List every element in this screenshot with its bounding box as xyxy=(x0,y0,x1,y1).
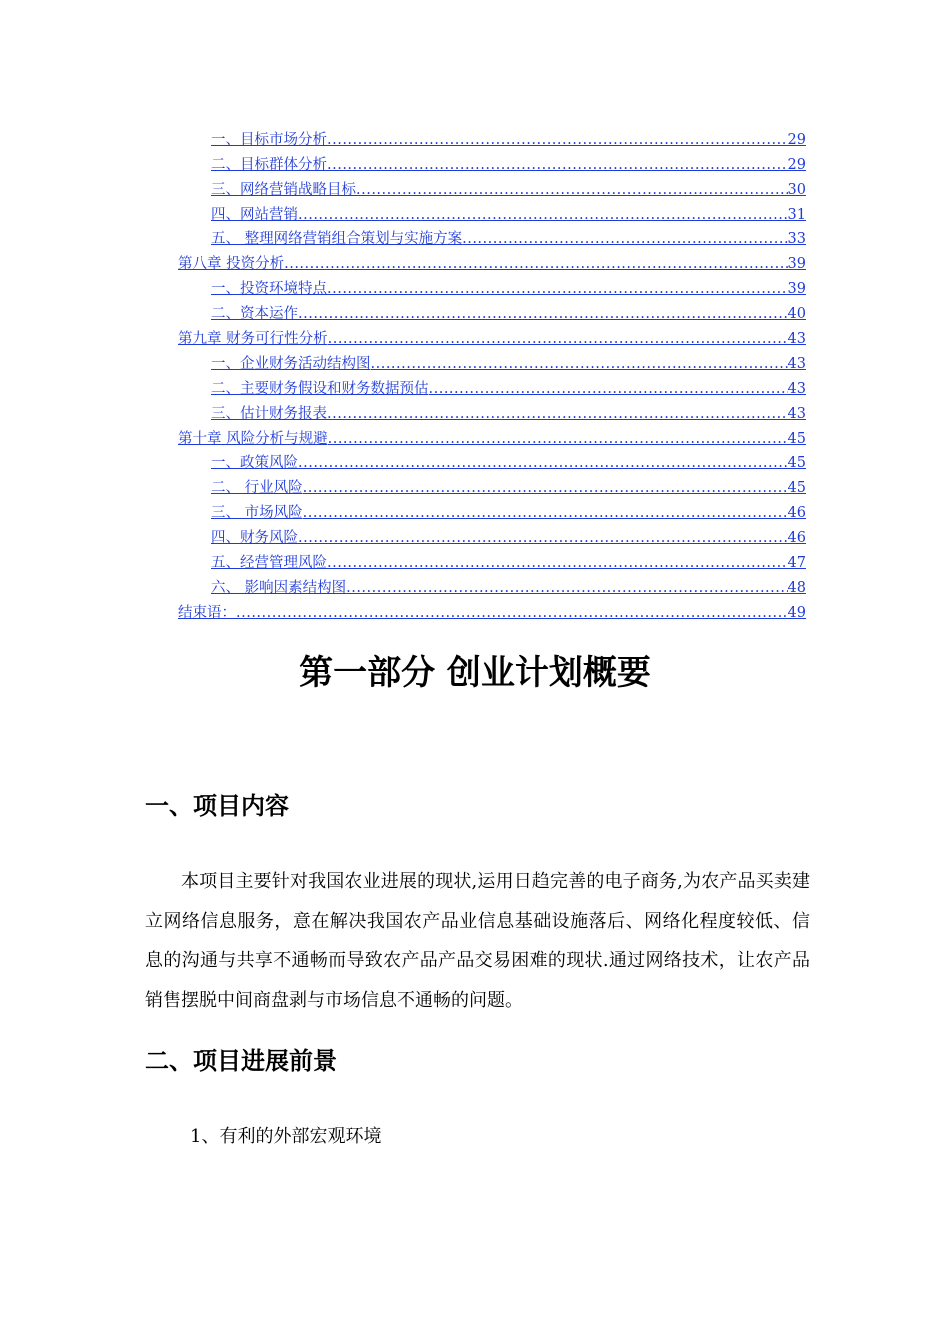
toc-dot-leader xyxy=(346,578,787,598)
toc-entry[interactable] xyxy=(178,399,806,424)
toc-dot-leader xyxy=(356,180,788,200)
toc-entry-page-number: 45 xyxy=(787,480,806,497)
toc-entry[interactable] xyxy=(178,125,806,150)
toc-dot-leader xyxy=(327,404,788,424)
toc-entry-page-number: 31 xyxy=(787,206,806,223)
toc-entry-page-number: 45 xyxy=(787,430,806,447)
toc-entry-title: 二、资本运作 xyxy=(211,306,298,323)
toc-entry[interactable] xyxy=(178,299,806,324)
subsection-item: 1、有利的外部宏观环境 xyxy=(190,1126,382,1147)
toc-entry-title: 四、财务风险 xyxy=(211,530,298,547)
toc-dot-leader xyxy=(236,603,788,623)
toc-entry-page-number: 45 xyxy=(787,455,806,472)
toc-entry-title: 第十章 风险分析与规避 xyxy=(178,430,328,447)
part-title: 第一部分 创业计划概要 xyxy=(299,653,651,693)
toc-entry-title: 第八章 投资分析 xyxy=(178,256,285,273)
toc-entry-page-number: 30 xyxy=(787,181,806,198)
toc-entry[interactable] xyxy=(178,598,806,623)
toc-dot-leader xyxy=(327,130,788,150)
toc-entry-page-number: 33 xyxy=(787,231,806,248)
toc-dot-leader xyxy=(303,478,788,498)
section-heading-project-prospects: 二、项目进展前景 xyxy=(145,1047,337,1075)
toc-dot-leader xyxy=(327,553,788,573)
toc-dot-leader xyxy=(371,354,788,374)
toc-entry-page-number: 43 xyxy=(787,405,806,422)
toc-entry[interactable] xyxy=(178,473,806,498)
toc-entry[interactable] xyxy=(178,374,806,399)
toc-entry-title: 一、投资环境特点 xyxy=(211,281,327,298)
toc-entry-page-number: 46 xyxy=(787,530,806,547)
toc-dot-leader xyxy=(327,279,788,299)
toc-entry-page-number: 43 xyxy=(787,380,806,397)
toc-entry-page-number: 29 xyxy=(787,156,806,173)
toc-entry-title: 五、 整理网络营销组合策划与实施方案 xyxy=(211,231,463,248)
toc-entry-page-number: 49 xyxy=(787,604,806,621)
toc-entry-title: 一、政策风险 xyxy=(211,455,298,472)
toc-entry[interactable] xyxy=(178,274,806,299)
toc-entry[interactable] xyxy=(178,349,806,374)
toc-entry-title: 二、主要财务假设和财务数据预估 xyxy=(211,380,429,397)
toc-entry-title: 三、估计财务报表 xyxy=(211,405,327,422)
toc-dot-leader xyxy=(328,329,788,349)
toc-dot-leader xyxy=(303,503,788,523)
toc-dot-leader xyxy=(429,379,788,399)
toc-dot-leader xyxy=(462,229,787,249)
toc-entry-title: 三、网络营销战略目标 xyxy=(211,181,356,198)
toc-entry[interactable] xyxy=(178,175,806,200)
toc-entry[interactable] xyxy=(178,150,806,175)
toc-entry-title: 第九章 财务可行性分析 xyxy=(178,331,328,348)
toc-entry-page-number: 29 xyxy=(787,131,806,148)
toc-entry-title: 一、目标市场分析 xyxy=(211,131,327,148)
toc-entry-page-number: 47 xyxy=(787,555,806,572)
toc-dot-leader xyxy=(298,528,788,548)
toc-entry-page-number: 48 xyxy=(787,579,806,596)
project-content-paragraph: 本项目主要针对我国农业进展的现状,运用日趋完善的电子商务,为农产品买卖建立网络信息服务，意在解决我国农产品业信息基础设施落后、网络化程度较低、信息的沟通与共享不通畅而导致农产品产品交易困难的现状.通过网络技术，让农产品销售摆脱中间商盘剥与市场信息不通畅的问题。 xyxy=(145,871,810,1011)
toc-entry[interactable] xyxy=(178,249,806,274)
toc-entry[interactable] xyxy=(178,200,806,225)
toc-entry-title: 三、 市场风险 xyxy=(211,505,303,522)
toc-dot-leader xyxy=(298,453,788,473)
toc-entry-page-number: 39 xyxy=(787,256,806,273)
toc-entry-page-number: 43 xyxy=(787,331,806,348)
toc-entry-title: 一、企业财务活动结构图 xyxy=(211,355,371,372)
toc-entry-page-number: 43 xyxy=(787,355,806,372)
toc-entry[interactable] xyxy=(178,498,806,523)
toc-entry-title: 五、经营管理风险 xyxy=(211,555,327,572)
toc-entry-title: 二、 行业风险 xyxy=(211,480,303,497)
toc-entry-page-number: 46 xyxy=(787,505,806,522)
toc-dot-leader xyxy=(327,155,788,175)
toc-entry-title: 六、 影响因素结构图 xyxy=(211,579,347,596)
toc-entry-title: 四、网站营销 xyxy=(211,206,298,223)
toc-entry-page-number: 40 xyxy=(787,306,806,323)
toc-entry[interactable] xyxy=(178,548,806,573)
toc-entry[interactable] xyxy=(178,449,806,474)
toc-entry-page-number: 39 xyxy=(787,281,806,298)
section-heading-project-content: 一、项目内容 xyxy=(145,792,289,820)
toc-dot-leader xyxy=(284,254,787,274)
toc-entry[interactable] xyxy=(178,324,806,349)
toc-dot-leader xyxy=(298,304,788,324)
toc-entry[interactable] xyxy=(178,225,806,250)
toc-entry-title: 二、目标群体分析 xyxy=(211,156,327,173)
toc-entry-title: 结束语： xyxy=(178,604,236,621)
toc-entry[interactable] xyxy=(178,523,806,548)
toc-entry[interactable] xyxy=(178,424,806,449)
toc-dot-leader xyxy=(298,205,788,225)
toc-dot-leader xyxy=(328,429,788,449)
table-of-contents xyxy=(178,125,806,623)
toc-entry[interactable] xyxy=(178,573,806,598)
